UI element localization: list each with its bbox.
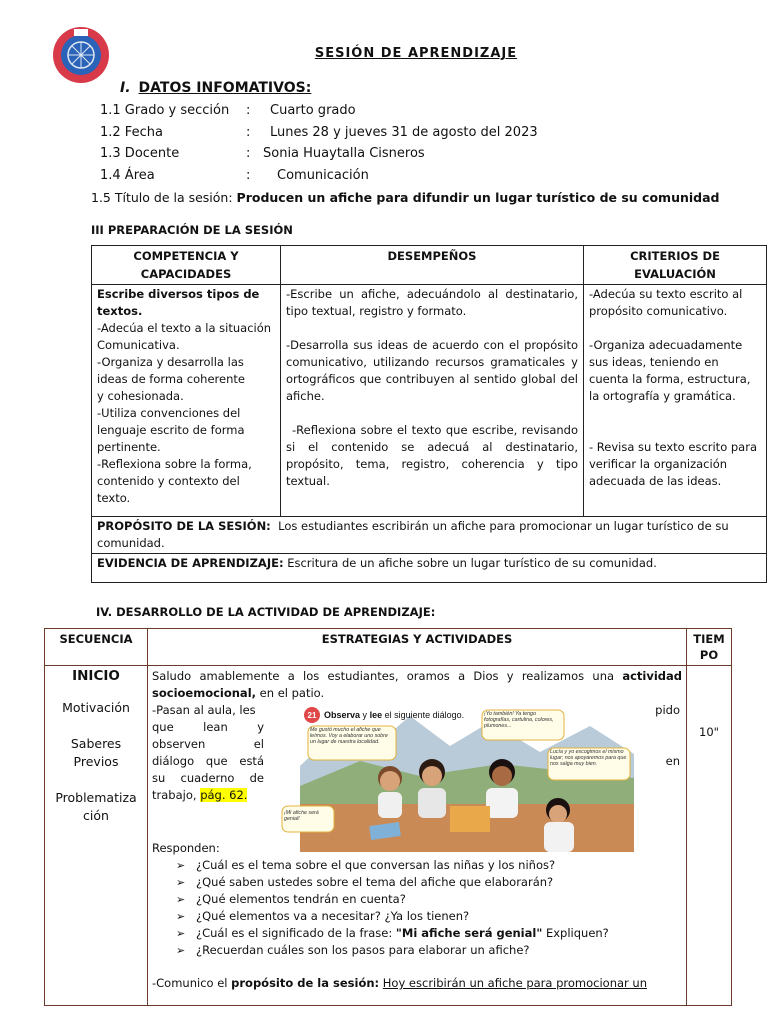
phase-inicio: INICIO	[72, 668, 120, 684]
list-item: ➢ ¿Qué elementos va a necesitar? ¿Ya los tienen?	[196, 908, 682, 925]
info-list	[100, 103, 700, 188]
section-3-heading: III PREPARACIÓN DE LA SESIÓN	[91, 223, 293, 237]
speech-bubble-3: Lucía y yo escogimos el mismo lugar; nos apoyaremos para que nos salga muy bien.	[550, 749, 627, 767]
preparation-table	[91, 245, 767, 583]
info-row: 1.4 Área : Comunicación	[100, 168, 369, 183]
activities-cell: Saludo amablemente a los estudiantes, oramos a Dios y realizamos una actividad socioemocional, en el patio. -Pasan al aula, les que lean y observen el diálogo que está su cuaderno de trabajo, pág. 62. pido en Responden: ➢ ¿Cuál es el tema sobre el que conversan las niñas y los niños? ➢ ¿Qué saben ustedes sobre el tema del afiche que elaborarán? ➢ ¿Qué elementos tendrán en cuenta? ➢ ¿Qué elementos va a necesitar? ¿Ya los tienen? ➢ ¿Cuál es el significado de la frase: "Mi afiche será genial" Expliquen? ➢ ¿Recuerdan cuáles son los pasos para elaborar un afiche? -Comunico el propósito de la sesión: Hoy escribirán un afiche para promocionar un	[148, 666, 687, 1006]
phase-saberes: Saberes Previos	[70, 736, 122, 769]
info-row: 1.2 Fecha : Lunes 28 y jueves 31 de agosto del 2023	[100, 125, 538, 140]
sequence-cell	[45, 666, 148, 1006]
section-1-heading: I. DATOS INFOMATIVOS:	[120, 80, 312, 96]
evidencia-row: EVIDENCIA DE APRENDIZAJE: Escritura de un afiche sobre un lugar turístico de su comunidad.	[92, 554, 767, 583]
criterios-cell: -Adecúa su texto escrito al propósito comunicativo. -Organiza adecuadamente sus ideas, teniendo en cuenta la forma, estructura, la ortografía y gramática. - Revisa su texto escrito para verificar la organización adecuada de las ideas.	[584, 285, 767, 517]
speech-bubble-2: ¡Yo también! Ya tengo fotografías, cartulina, colores, plumones...	[484, 711, 554, 729]
list-item: ➢ ¿Qué elementos tendrán en cuenta?	[196, 891, 682, 908]
info-row: 1.3 Docente : Sonia Huaytalla Cisneros	[100, 146, 425, 161]
header-competencia: COMPETENCIA Y CAPACIDADES	[92, 246, 281, 285]
exercise-number: 21	[307, 711, 317, 720]
phase-problematizacion: Problematiza ción	[55, 790, 137, 823]
proposito-row: PROPÓSITO DE LA SESIÓN: Los estudiantes escribirán un afiche para promocionar un lugar turístico de su comunidad.	[92, 517, 767, 554]
speech-bubble-1: Me gustó mucho el afiche que leímos. Voy a elaborar uno sobre un lugar de nuestra localidad.	[310, 727, 388, 745]
list-item: ➢ ¿Cuál es el tema sobre el que conversan las niñas y los niños?	[196, 857, 682, 874]
competencia-cell: Escribe diversos tipos de textos. -Adecúa el texto a la situación Comunicativa. -Organiza y desarrolla las ideas de forma coherente y cohesionada. -Utiliza convenciones del lenguaje escrito de forma pertinente. -Reflexiona sobre la forma, contenido y contexto del texto.	[92, 285, 281, 517]
question-list	[152, 857, 682, 959]
list-item: ➢ ¿Recuerdan cuáles son los pasos para elaborar un afiche?	[196, 942, 682, 959]
section-4-heading: IV. DESARROLLO DE LA ACTIVIDAD DE APRENDIZAJE:	[96, 605, 436, 619]
session-title-row: 1.5 Título de la sesión: Producen un afiche para difundir un lugar turístico de su comunidad	[91, 190, 720, 205]
header-secuencia: SECUENCIA	[45, 629, 148, 666]
header-criterios: CRITERIOS DE EVALUACIÓN	[584, 246, 767, 285]
speech-bubble-4: ¡Mi afiche será genial!	[284, 810, 319, 822]
phase-motivacion: Motivación	[62, 700, 130, 715]
page-title: SESIÓN DE APRENDIZAJE	[314, 46, 518, 61]
list-item: ➢ ¿Qué saben ustedes sobre el tema del afiche que elaborarán?	[196, 874, 682, 891]
dialogue-illustration	[284, 706, 634, 852]
header-estrategias: ESTRATEGIAS Y ACTIVIDADES	[148, 629, 687, 666]
time-cell: 10"	[687, 666, 732, 1006]
header-desempenos: DESEMPEÑOS	[281, 246, 584, 285]
illustration-heading: Observa y lee el siguiente diálogo.	[324, 710, 465, 720]
list-item: ➢ ¿Cuál es el significado de la frase: "Mi afiche será genial" Expliquen?	[196, 925, 682, 942]
info-row: 1.1 Grado y sección : Cuarto grado	[100, 103, 356, 118]
header-tiempo: TIEMPO	[687, 629, 732, 666]
desempenos-cell: -Escribe un afiche, adecuándolo al destinatario, tipo textual, registro y formato. -Desarrolla sus ideas de acuerdo con el propósito comunicativo, utilizando recursos gramaticales y ortográficos que contribuyen al sentido global del afiche. -Reflexiona sobre el texto que escribe, revisando si el contenido se adecuá al destinatario, propósito, tema, registro, coherencia y tipo textual.	[281, 285, 584, 517]
